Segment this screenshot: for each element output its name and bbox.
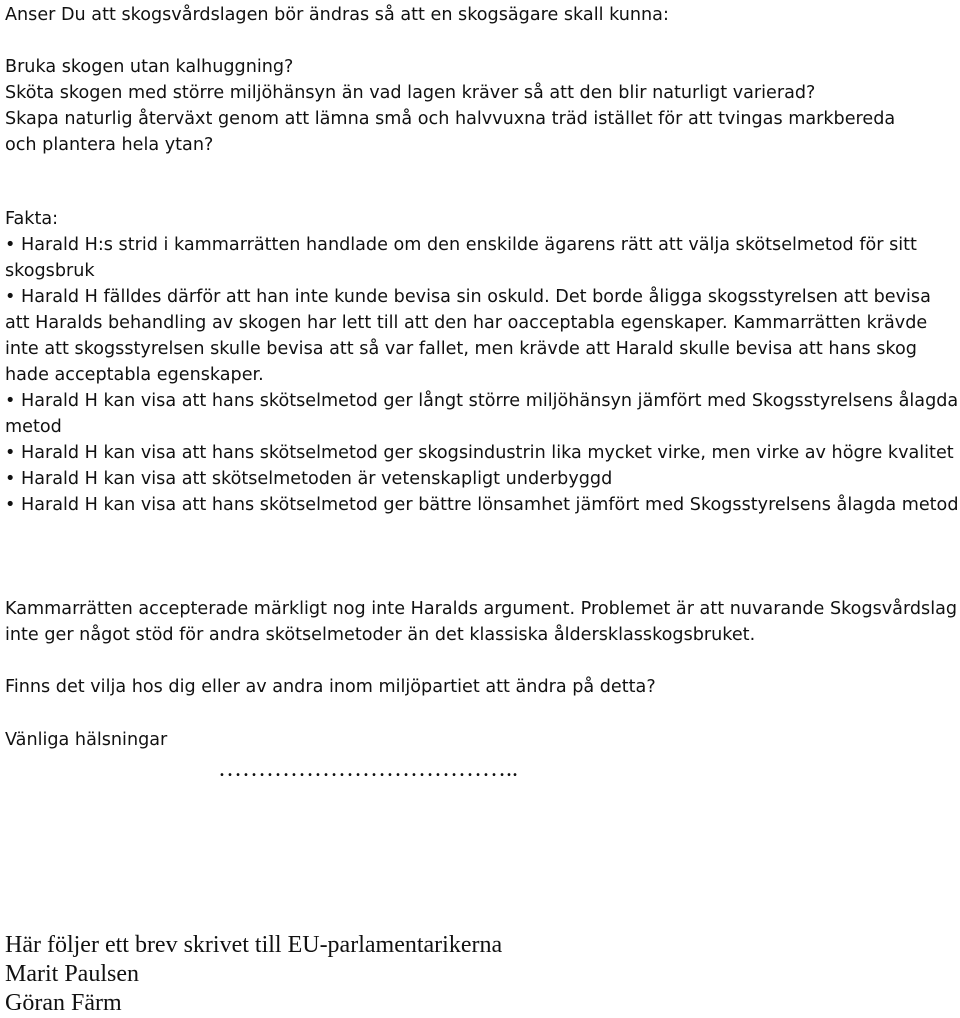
greeting-section [5,727,960,753]
recipient-goran-farm: Göran Färm [5,990,122,1016]
fact-item: • Harald H kan visa att hans skötselmetod ger långt större miljöhänsyn jämfört med Skogsstyrelsens ålagda metod [5,391,959,437]
greeting: Vänliga hälsningar [5,730,168,750]
recipient-marit-paulsen: Marit Paulsen [5,961,139,987]
fact-item: • Harald H:s strid i kammarrätten handlade om den enskilde ägarens rätt att välja skötselmetod för sitt skogsbruk [5,235,917,281]
fact-item: • Harald H kan visa att hans skötselmetod ger skogsindustrin lika mycket virke, men virke av högre kvalitet [5,443,954,463]
option-no-clearcut: Bruka skogen utan kalhuggning? [5,57,294,77]
intro-question: Anser Du att skogsvårdslagen bör ändras så att en skogsägare skall kunna: [5,5,669,25]
option-natural-regeneration: Skapa naturlig återväxt genom att lämna små och halvvuxna träd istället för att tvingas markbereda [5,109,896,129]
footer-intro: Här följer ett brev skrivet till EU-parlamentarikerna [5,932,503,958]
facts-list [5,232,960,518]
fact-item: • Harald H kan visa att skötselmetoden är vetenskapligt underbyggd [5,469,613,489]
fact-item: • Harald H kan visa att hans skötselmetod ger bättre lönsamhet jämfört med Skogsstyrelsens ålagda metod [5,495,959,515]
facts-heading: Fakta: [5,209,59,229]
intro-options [5,54,960,158]
closing-question-section [5,674,960,700]
signature-dots: ……………………………….. [218,756,518,782]
closing-question: Finns det vilja hos dig eller av andra inom miljöpartiet att ändra på detta? [5,677,656,697]
intro-section [5,2,960,28]
fact-item: • Harald H fälldes därför att han inte kunde bevisa sin oskuld. Det borde åligga skogsstyrelsen att bevisa att Haralds behandling av skogen har lett till att den har oacceptabla egenskaper. Kammarrätten krävde inte att skogsstyrelsen skulle bevisa att så var fallet, men krävde att Harald skulle bevisa att hans skog hade acceptabla egenskaper. [5,287,931,385]
option-natural-regeneration-cont: och plantera hela ytan? [5,135,214,155]
footer [5,931,960,1018]
option-environment: Sköta skogen med större miljöhänsyn än vad lagen kräver så att den blir naturligt varierad? [5,83,816,103]
facts-section [5,206,960,518]
conclusion-paragraph: Kammarrätten accepterade märkligt nog inte Haralds argument. Problemet är att nuvarande Skogsvårdslag inte ger något stöd för andra skötselmetoder än det klassiska åldersklasskogsbruket. [5,599,958,645]
